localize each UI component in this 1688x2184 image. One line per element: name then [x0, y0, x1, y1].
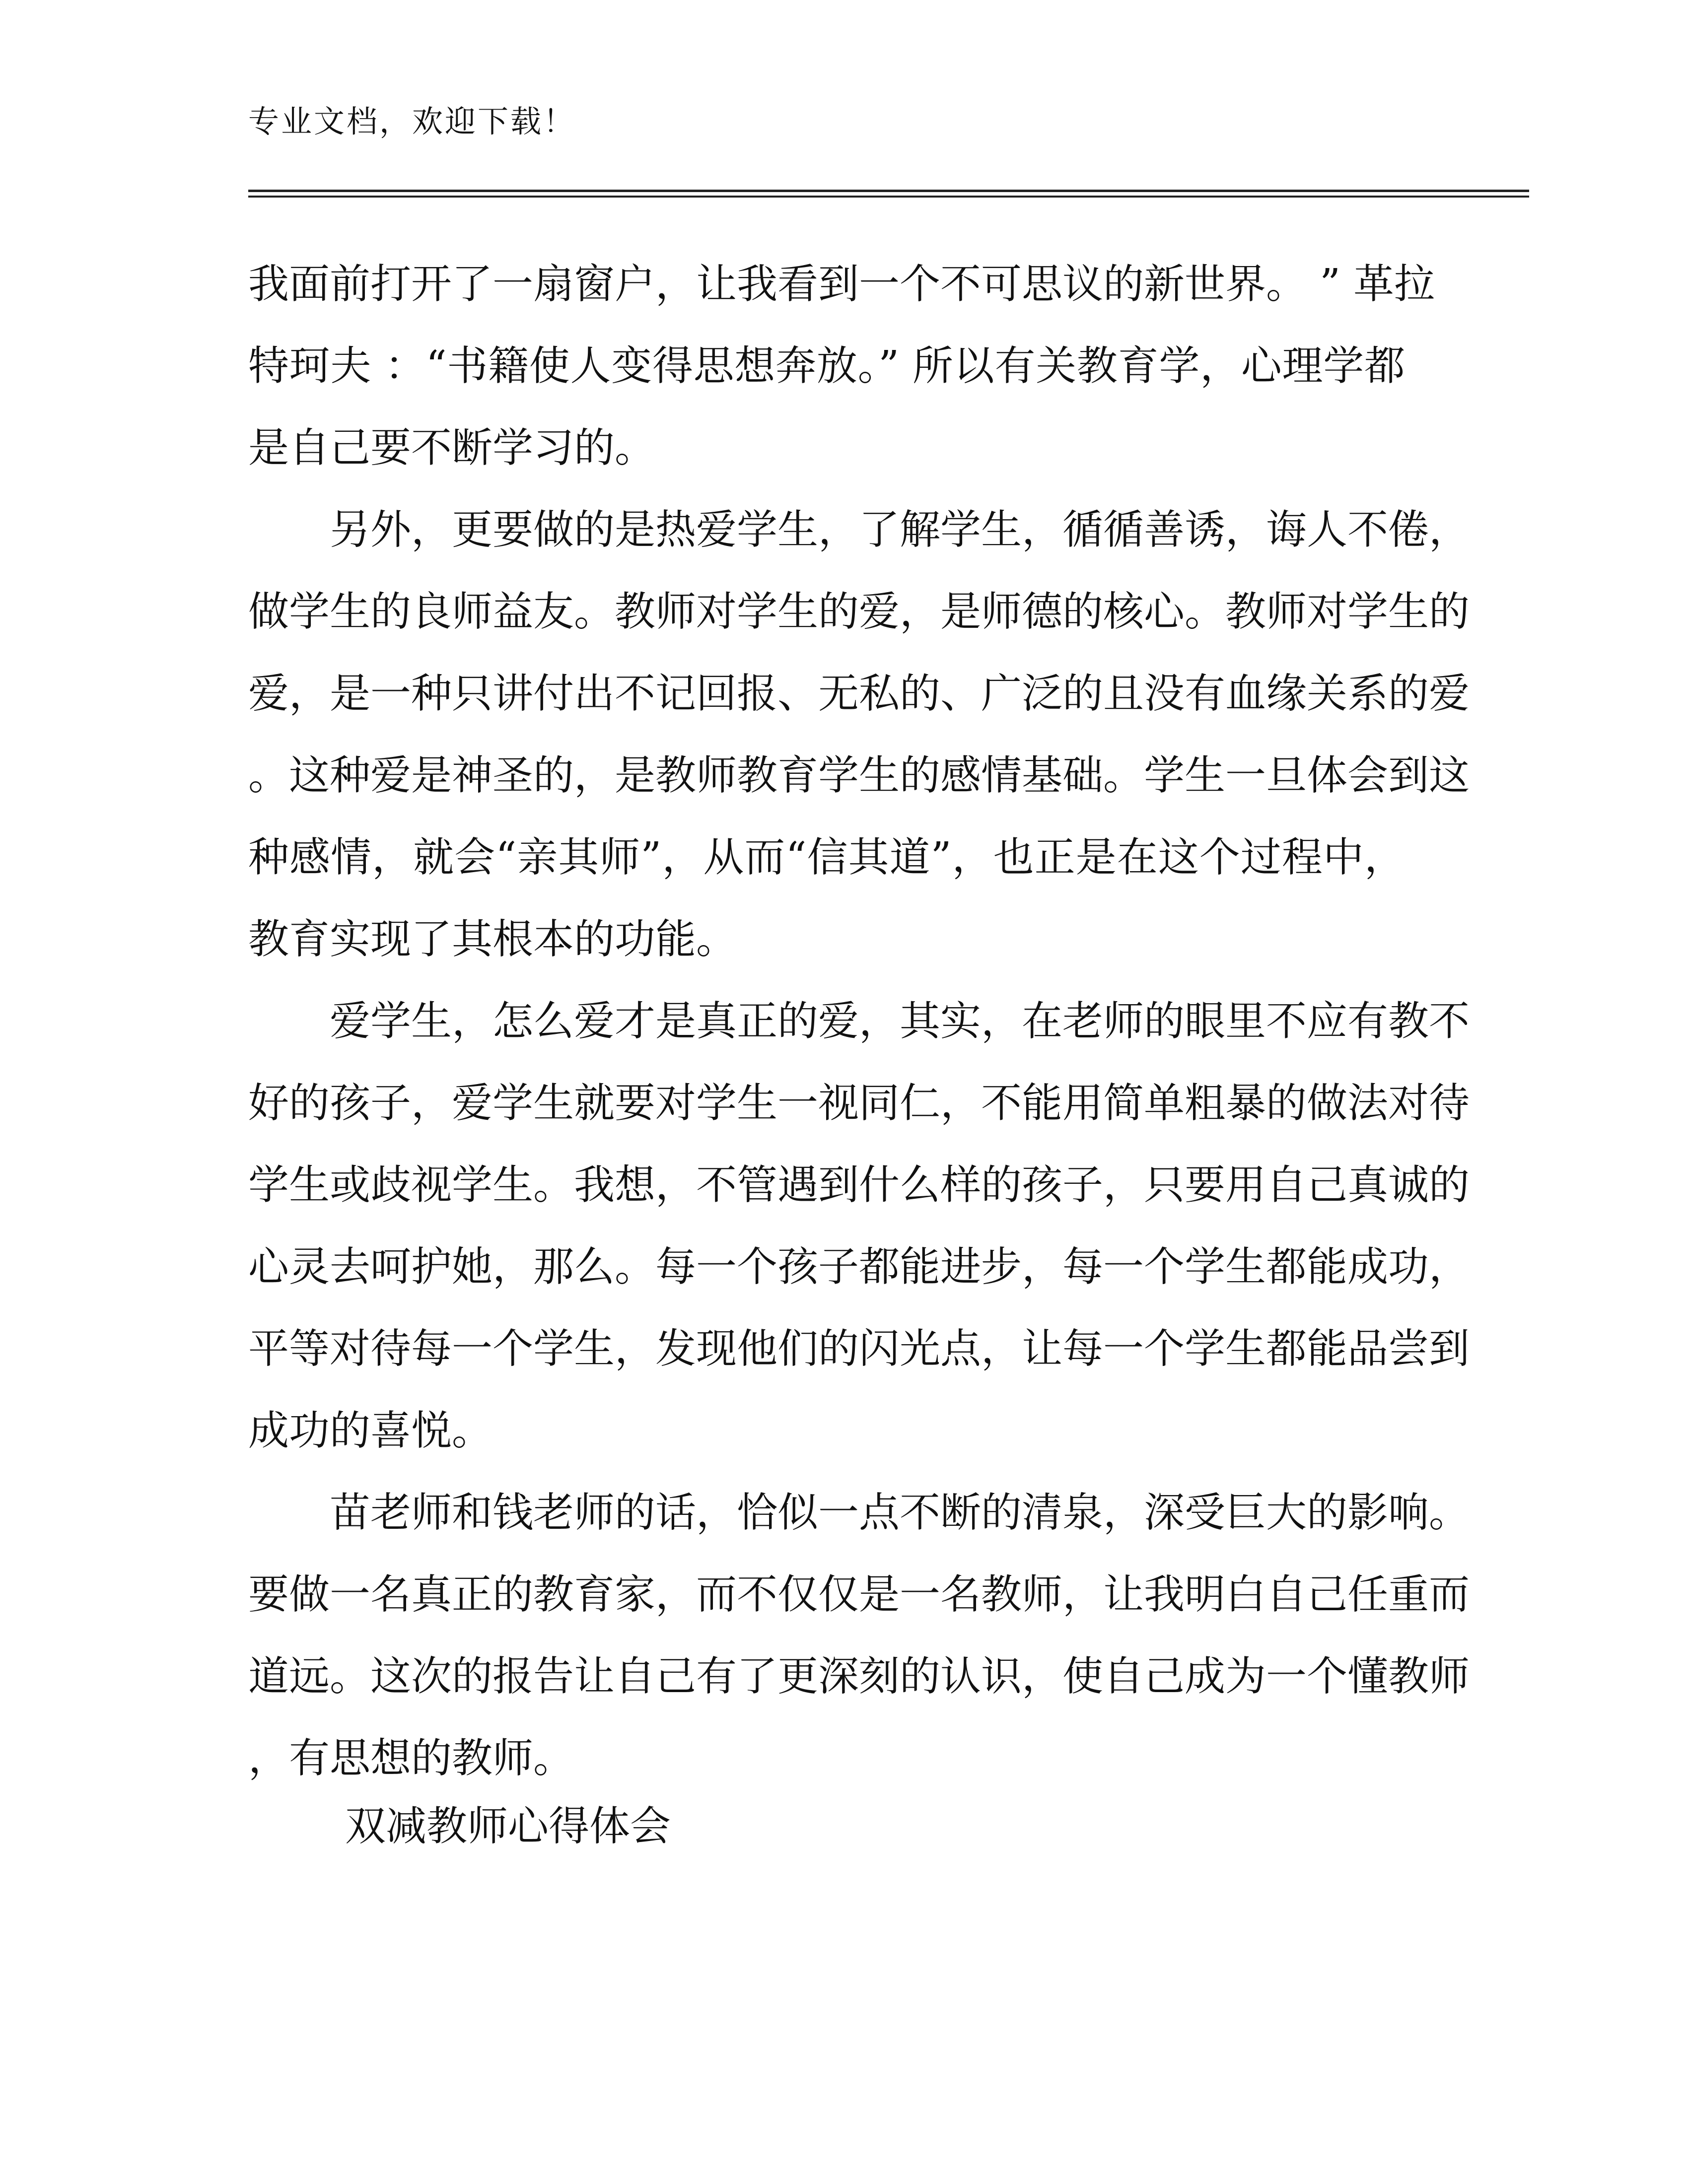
text-line: 苗老师和钱老师的话，恰似一点不断的清泉，深受巨大的影响。 — [330, 1489, 1470, 1536]
text-line: 特珂夫 ：“书籍使人变得思想奔放。” 所以有关教育学，心理学都 — [248, 342, 1405, 390]
text-line: 心灵去呵护她，那么。每一个孩子都能进步，每一个学生都能成功， — [248, 1243, 1470, 1291]
paragraph-1 — [248, 243, 1435, 489]
section-title: 双减教师心得体会 — [345, 1803, 671, 1850]
document-body — [248, 243, 1470, 1799]
header-rule-bottom — [248, 196, 1529, 198]
text-line: 要做一名真正的教育家，而不仅仅是一名教师，让我明白自己任重而 — [248, 1571, 1470, 1618]
text-line: 。这种爱是神圣的，是教师教育学生的感情基础。学生一旦体会到这 — [248, 752, 1470, 799]
text-line: 学生或歧视学生。我想，不管遇到什么样的孩子，只要用自己真诚的 — [248, 1161, 1470, 1209]
text-line: 平等对待每一个学生，发现他们的闪光点，让每一个学生都能品尝到 — [248, 1325, 1470, 1372]
text-line: ，有思想的教师。 — [248, 1735, 574, 1782]
text-line: 做学生的良师益友。教师对学生的爱，是师德的核心。教师对学生的 — [248, 588, 1470, 635]
text-line: 爱，是一种只讲付出不记回报、无私的、广泛的且没有血缘关系的爱 — [248, 670, 1470, 717]
text-line: 是自己要不断学习的。 — [248, 424, 656, 472]
paragraph-4 — [248, 1472, 1470, 1799]
text-line: 另外，更要做的是热爱学生，了解学生，循循善诱，诲人不倦， — [330, 506, 1470, 553]
text-line: 爱学生，怎么爱才是真正的爱，其实，在老师的眼里不应有教不 — [330, 998, 1470, 1045]
text-line: 好的孩子，爱学生就要对学生一视同仁，不能用简单粗暴的做法对待 — [248, 1080, 1470, 1127]
paragraph-2 — [248, 489, 1470, 980]
page-header: 专业文档，欢迎下载！ — [248, 103, 576, 139]
paragraph-3 — [248, 980, 1470, 1472]
text-line: 道远。这次的报告让自己有了更深刻的认识，使自己成为一个懂教师 — [248, 1653, 1470, 1700]
text-line: 种感情，就会“亲其师”，从而“信其道”，也正是在这个过程中， — [248, 834, 1405, 881]
text-line: 成功的喜悦。 — [248, 1407, 493, 1454]
text-line: 教育实现了其根本的功能。 — [248, 916, 737, 963]
text-line: 我面前打开了一扇窗户，让我看到一个不可思议的新世界。 ” 革拉 — [248, 261, 1435, 308]
header-rule-top — [248, 190, 1529, 192]
